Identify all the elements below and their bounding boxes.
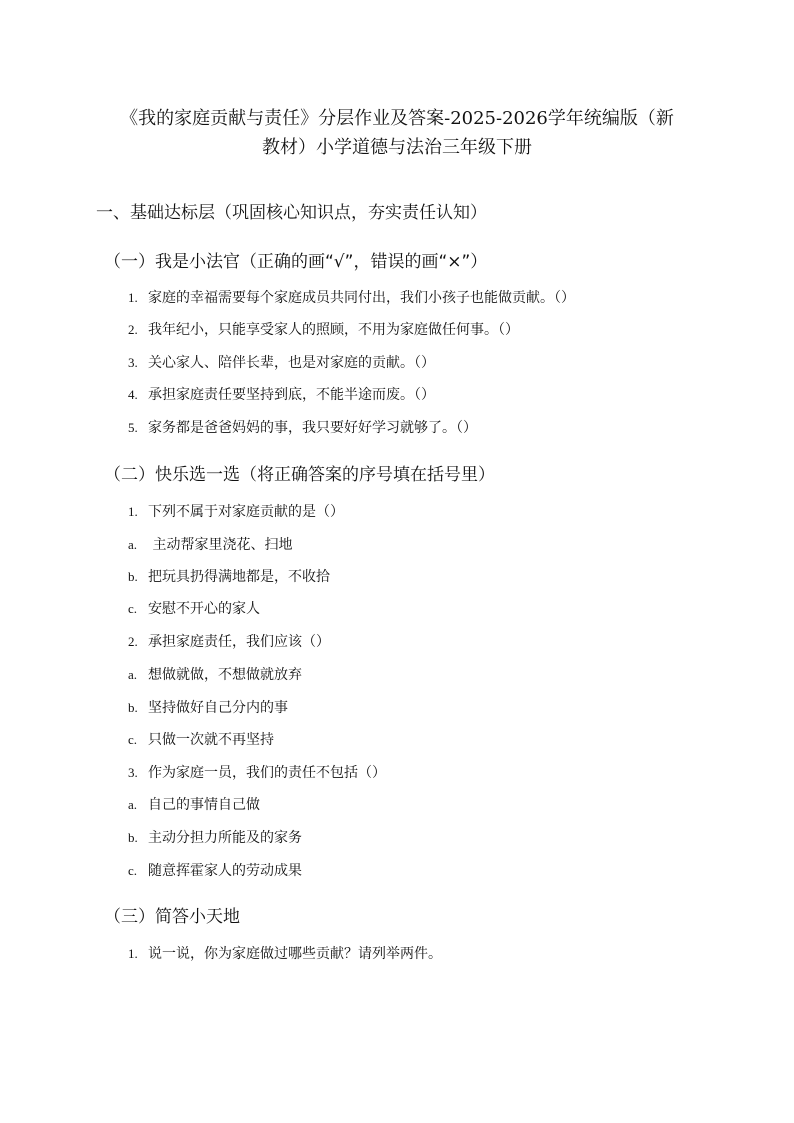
section-2-heading: （二）快乐选一选（将正确答案的序号填在括号里） bbox=[104, 465, 495, 485]
title-line-2: 教材）小学道德与法治三年级下册 bbox=[262, 137, 532, 158]
item-text: 主动分担力所能及的家务 bbox=[148, 830, 302, 846]
item-number: 5. bbox=[128, 420, 138, 435]
list-item bbox=[128, 353, 435, 373]
item-text: 关心家人、陪伴长辈，也是对家庭的贡献。（） bbox=[148, 355, 435, 371]
option-item bbox=[128, 665, 302, 685]
item-number: 2. bbox=[128, 634, 138, 649]
list-item bbox=[128, 288, 575, 308]
item-text: 想做就做，不想做就放弃 bbox=[148, 667, 302, 683]
document-title bbox=[60, 104, 734, 162]
list-item bbox=[128, 385, 435, 405]
item-text: 自己的事情自己做 bbox=[148, 797, 260, 813]
item-text: 坚持做好自己分内的事 bbox=[148, 700, 288, 716]
question-item bbox=[128, 944, 442, 964]
item-text: 家庭的幸福需要每个家庭成员共同付出，我们小孩子也能做贡献。（） bbox=[148, 290, 575, 306]
item-number: 1. bbox=[128, 290, 138, 305]
item-number: a. bbox=[128, 667, 138, 682]
item-text: 我年纪小，只能享受家人的照顾，不用为家庭做任何事。（） bbox=[148, 322, 519, 338]
question-item bbox=[128, 632, 330, 652]
part-1-heading: 一、基础达标层（巩固核心知识点，夯实责任认知） bbox=[96, 203, 487, 223]
list-item bbox=[128, 418, 477, 438]
option-item bbox=[128, 535, 292, 555]
option-item bbox=[128, 861, 302, 881]
item-number: 4. bbox=[128, 387, 138, 402]
item-text: 安慰不开心的家人 bbox=[148, 601, 260, 617]
title-line-1: 《我的家庭贡献与责任》分层作业及答案-2025-2026学年统编版（新 bbox=[120, 108, 674, 129]
item-number: b. bbox=[128, 700, 138, 715]
option-item bbox=[128, 730, 274, 750]
item-number: c. bbox=[128, 601, 138, 616]
item-number: 3. bbox=[128, 765, 138, 780]
item-text: 家务都是爸爸妈妈的事，我只要好好学习就够了。（） bbox=[148, 420, 477, 436]
question-item bbox=[128, 763, 386, 783]
item-number: 1. bbox=[128, 504, 138, 519]
item-text: 只做一次就不再坚持 bbox=[148, 732, 274, 748]
item-number: a. bbox=[128, 537, 138, 552]
item-text: 承担家庭责任要坚持到底，不能半途而废。（） bbox=[148, 387, 435, 403]
question-item bbox=[128, 502, 344, 522]
option-item bbox=[128, 795, 260, 815]
item-text: 作为家庭一员，我们的责任不包括（） bbox=[148, 765, 386, 781]
item-text: 把玩具扔得满地都是，不收拾 bbox=[148, 569, 330, 585]
item-number: 2. bbox=[128, 322, 138, 337]
option-item bbox=[128, 698, 288, 718]
item-number: b. bbox=[128, 569, 138, 584]
item-text: 承担家庭责任，我们应该（） bbox=[148, 634, 330, 650]
section-1-heading: （一）我是小法官（正确的画“√”，错误的画“×”） bbox=[104, 252, 488, 272]
item-number: a. bbox=[128, 797, 138, 812]
option-item bbox=[128, 599, 260, 619]
item-text: 随意挥霍家人的劳动成果 bbox=[148, 863, 302, 879]
item-text: 说一说，你为家庭做过哪些贡献？请列举两件。 bbox=[148, 946, 442, 962]
item-text: 主动帮家里浇花、扫地 bbox=[148, 537, 293, 553]
item-number: c. bbox=[128, 863, 138, 878]
section-3-heading: （三）简答小天地 bbox=[104, 907, 240, 927]
option-item bbox=[128, 828, 302, 848]
item-number: 3. bbox=[128, 355, 138, 370]
item-number: c. bbox=[128, 732, 138, 747]
item-number: b. bbox=[128, 830, 138, 845]
item-number: 1. bbox=[128, 946, 138, 961]
list-item bbox=[128, 320, 519, 340]
option-item bbox=[128, 567, 330, 587]
item-text: 下列不属于对家庭贡献的是（） bbox=[148, 504, 344, 520]
